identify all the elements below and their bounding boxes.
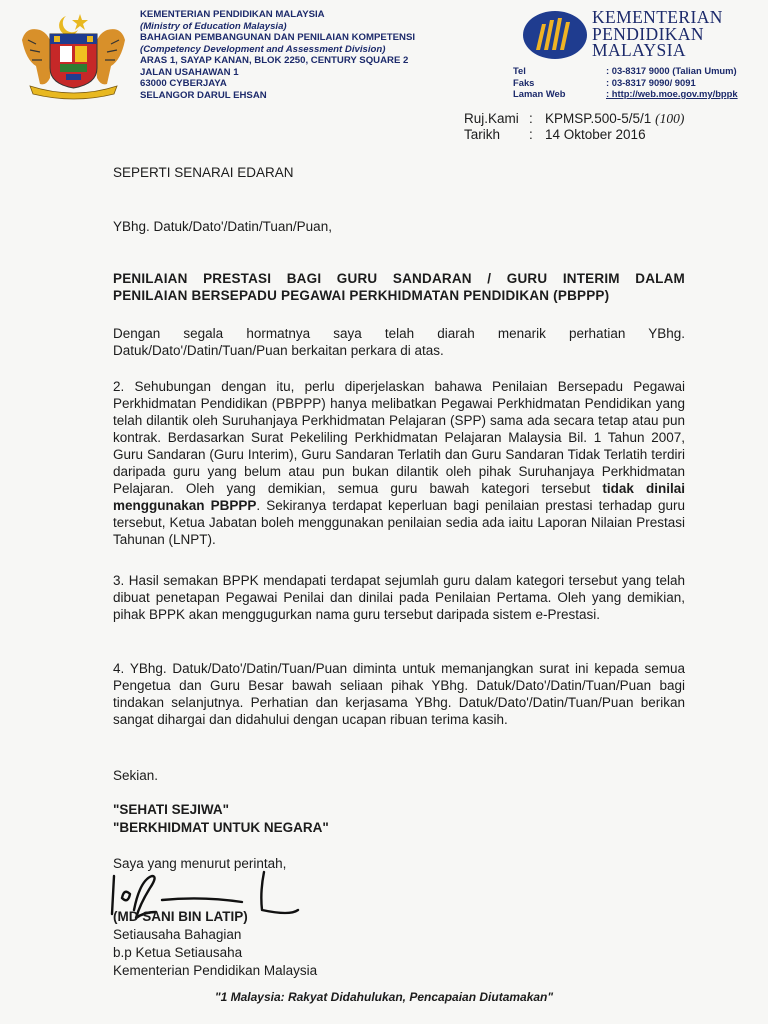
web-link[interactable]: : http://web.moe.gov.my/bppk bbox=[606, 88, 738, 99]
logo-line-1: KEMENTERIAN bbox=[592, 7, 723, 27]
recipient: SEPERTI SENARAI EDARAN bbox=[113, 165, 294, 180]
date-value: 14 Oktober 2016 bbox=[545, 127, 646, 142]
moe-logo-icon bbox=[522, 10, 588, 60]
tel-row bbox=[513, 65, 738, 77]
tel-value: : 03-8317 9000 (Talian Umum) bbox=[606, 65, 737, 76]
reference-block bbox=[464, 111, 684, 143]
paragraph-2-emphasis: tidak dinilai menggunakan PBPPP bbox=[113, 481, 686, 513]
logo-line-2: PENDIDIKAN bbox=[592, 23, 704, 44]
ministry-name-english: (Ministry of Education Malaysia) bbox=[140, 20, 287, 32]
paragraph-3: 3. Hasil semakan BPPK mendapati terdapat sejumlah guru dalam kategori tersebut yang telah dibuat penetapan Pegawai Penilai dan dinilai pada Penilaian Pertama. Oleh yang demikian, pihak BPPK akan menggugurkan nama guru tersebut daripada sistem e-Prestasi. bbox=[113, 573, 685, 622]
address-line-4: SELANGOR DARUL EHSAN bbox=[140, 89, 267, 101]
tel-label: Tel bbox=[513, 65, 526, 76]
sign-intro: Saya yang menurut perintah, bbox=[113, 856, 287, 871]
date-row: Tarikh : 14 Oktober 2016 bbox=[464, 127, 646, 142]
malaysia-coat-of-arms-logo bbox=[16, 10, 131, 100]
subject-line-2: PENILAIAN BERSEPADU PEGAWAI PERKHIDMATAN PENDIDIKAN (PBPPP) bbox=[113, 288, 610, 303]
contact-block bbox=[513, 65, 738, 100]
ref-value: KPMSP.500-5/5/1 bbox=[545, 111, 652, 126]
paragraph-2-end: . Sekiranya terdapat keperluan bagi penilaian prestasi terhadap guru tersebut, Ketua Jabatan boleh menggunakan penilaian sedia ada iaitu Laporan Nilaian Prestasi Tahunan (LNPT). bbox=[113, 498, 685, 547]
signer-title-2: b.p Ketua Setiausaha bbox=[113, 945, 243, 960]
ref-row: Ruj.Kami : KPMSP.500-5/5/1 (100) bbox=[464, 111, 685, 126]
signer-title-1: Setiausaha Bahagian bbox=[113, 927, 242, 942]
fax-row bbox=[513, 77, 738, 89]
ministry-address-block bbox=[140, 9, 415, 101]
salutation: YBhg. Datuk/Dato'/Datin/Tuan/Puan, bbox=[113, 219, 332, 234]
motto-2: "BERKHIDMAT UNTUK NEGARA" bbox=[113, 820, 329, 835]
address-line-2: JALAN USAHAWAN 1 bbox=[140, 66, 239, 78]
paragraph-2 bbox=[113, 378, 685, 548]
paragraph-2-start: 2. Sehubungan dengan itu, perlu diperjelaskan bahawa Penilaian Bersepadu Pegawai Perkhidmatan Pendidikan (PBPPP) hanya melibatkan Pegawai Perkhidmatan Pendidikan yang telah dilantik oleh Suruhanjaya Perkhidmatan Pelajaran (SPP) sama ada secara tetap atau pun kontrak. Berdasarkan Surat Pekeliling Perkhidmatan Pelajaran Malaysia Bil. 1 Tahun 2007, Guru Sandaran (Guru Interim), Guru Sandaran Terlatih dan Guru Sandaran Tidak Terlatih terdiri daripada guru yang belum atau pun bukan dilantik oleh pihak Suruhanjaya Perkhidmatan Pelajaran. Oleh yang demikian, semua guru bawah kategori tersebut bbox=[113, 379, 685, 496]
paragraph-1: Dengan segala hormatnya saya telah diarah menarik perhatian YBhg. Datuk/Dato'/Datin/Tuan/Puan berkaitan perkara di atas. bbox=[113, 326, 685, 358]
address-line-3: 63000 CYBERJAYA bbox=[140, 78, 227, 89]
paragraph-4: 4. YBhg. Datuk/Dato'/Datin/Tuan/Puan diminta untuk memanjangkan surat ini kepada semua Pengetua dan Guru Besar bawah seliaan pihak YBhg. Datuk/Dato'/Datin/Tuan/Puan bagi tindakan selanjutnya. Perhatian dan kerjasama YBhg. Datuk/Dato'/Datin/Tuan/Puan berikan sangat dihargai dan didahului dengan ucapan ribuan terima kasih. bbox=[113, 661, 685, 727]
date-label: Tarikh bbox=[464, 127, 501, 142]
letter-subject bbox=[113, 270, 685, 304]
subject-line-1: PENILAIAN PRESTASI BAGI GURU SANDARAN / GURU INTERIM DALAM bbox=[113, 271, 685, 286]
address-line-1: ARAS 1, SAYAP KANAN, BLOK 2250, CENTURY SQUARE 2 bbox=[140, 55, 409, 66]
ministry-name: KEMENTERIAN PENDIDIKAN MALAYSIA bbox=[140, 9, 325, 20]
ref-handwritten-number: (100) bbox=[655, 111, 685, 126]
ref-label: Ruj.Kami bbox=[464, 111, 519, 126]
signer-title-3: Kementerian Pendidikan Malaysia bbox=[113, 963, 318, 978]
fax-label: Faks bbox=[513, 76, 535, 88]
footer-slogan: "1 Malaysia: Rakyat Didahulukan, Pencapaian Diutamakan" bbox=[214, 990, 554, 1004]
signer-name: (MD SANI BIN LATIP) bbox=[113, 909, 248, 924]
division-name: BAHAGIAN PEMBANGUNAN DAN PENILAIAN KOMPETENSI bbox=[140, 32, 416, 43]
logo-line-3: MALAYSIA bbox=[592, 40, 686, 60]
closing: Sekian. bbox=[113, 768, 159, 783]
web-row bbox=[513, 88, 738, 100]
moe-logo-wordmark bbox=[592, 9, 723, 59]
division-name-english: (Competency Development and Assessment Division) bbox=[140, 43, 386, 55]
fax-value: : 03-8317 9090/ 9091 bbox=[606, 76, 696, 88]
motto-1: "SEHATI SEJIWA" bbox=[113, 802, 230, 817]
web-label: Laman Web bbox=[513, 88, 566, 99]
